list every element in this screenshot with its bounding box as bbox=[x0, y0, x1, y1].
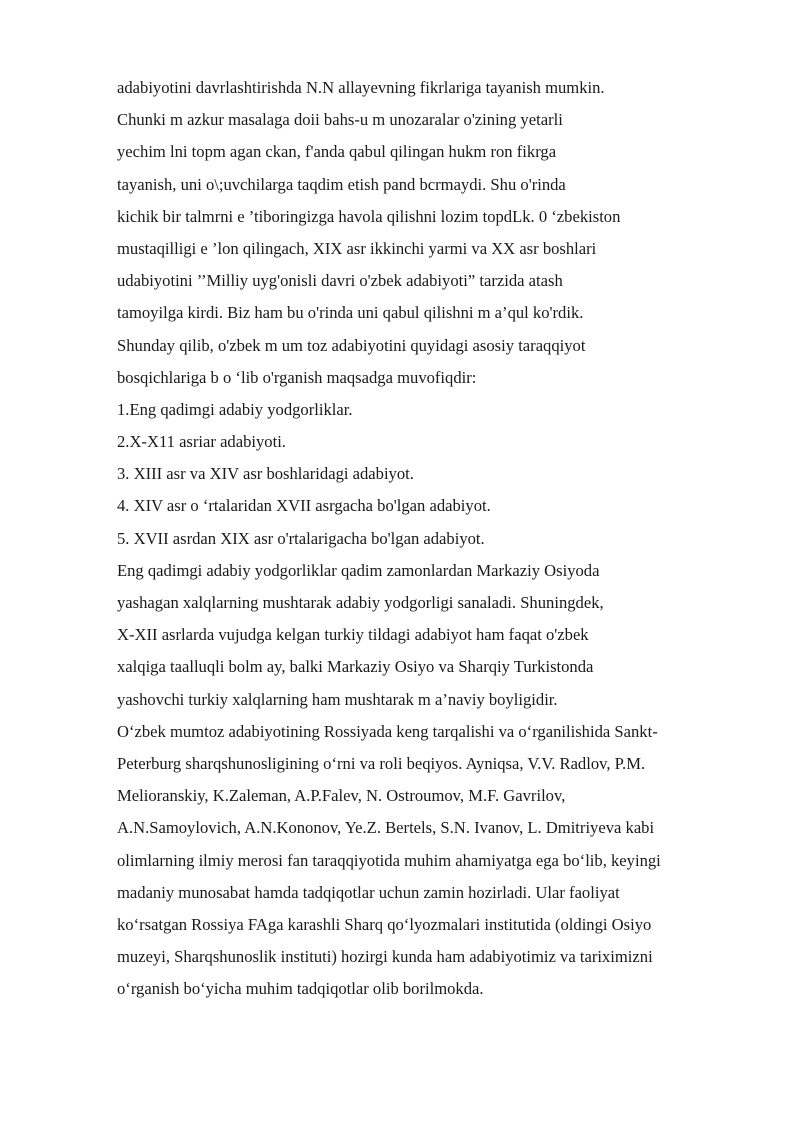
text-line: ko‘rsatgan Rossiya FAga karashli Sharq qo‘lyozmalari institutida (oldingi Osiyo bbox=[117, 914, 652, 934]
body-text bbox=[117, 72, 757, 1005]
text-line: yashagan xalqlarning mushtarak adabiy yodgorligi sanaladi. Shuningdek, bbox=[117, 593, 604, 612]
text-line: adabiyotini davrlashtirishda N.N allayevning fikrlariga tayanish mumkin. bbox=[117, 78, 605, 97]
text-line: Melioranskiy, K.Zaleman, A.P.Falev, N. Ostroumov, M.F. Gavrilov, bbox=[117, 786, 566, 806]
text-line: A.N.Samoylovich, A.N.Kononov, Ye.Z. Bertels, S.N. Ivanov, L. Dmitriyeva kabi bbox=[117, 818, 655, 838]
text-line: tamoyilga kirdi. Biz ham bu o'rinda uni qabul qilishni m a’qul ko'rdik. bbox=[117, 303, 584, 323]
text-line: tayanish, uni o\;uvchilarga taqdim etish pand bcrmaydi. Shu o'rinda bbox=[117, 174, 566, 194]
list-item: 3. XIII asr va XIV asr boshlaridagi adabiyot. bbox=[117, 464, 414, 484]
text-line: xalqiga taalluqli bolm ay, balki Markaziy Osiyo va Sharqiy Turkistonda bbox=[117, 657, 594, 677]
text-line: udabiyotini ’’Milliy uyg'onisli davri o'zbek adabiyoti” tarzida atash bbox=[117, 271, 563, 291]
text-line: Shunday qilib, o'zbek m um toz adabiyotini quyidagi asosiy taraqqiyot bbox=[117, 335, 586, 355]
text-line: bosqichlariga b o ‘lib o'rganish maqsadga muvofiqdir: bbox=[117, 367, 477, 387]
text-line: olimlarning ilmiy merosi fan taraqqiyotida muhim ahamiyatga ega bo‘lib, keyingi bbox=[117, 850, 661, 870]
text-line: mustaqilligi e ’lon qilingach, XIX asr ikkinchi yarmi va XX asr boshlari bbox=[117, 238, 597, 258]
text-line: Peterburg sharqshunosligining o‘rni va roli beqiyos. Ayniqsa, V.V. Radlov, P.M. bbox=[117, 753, 646, 773]
text-line: X-XII asrlarda vujudga kelgan turkiy tildagi adabiyot ham faqat o'zbek bbox=[117, 625, 589, 645]
text-line: yashovchi turkiy xalqlarning ham mushtarak m a’naviy boyligidir. bbox=[117, 689, 558, 709]
list-item: 2.X-X11 asriar adabiyoti. bbox=[117, 432, 286, 452]
text-line: madaniy munosabat hamda tadqiqotlar uchun zamin hozirladi. Ular faoliyat bbox=[117, 882, 620, 902]
text-line: O‘zbek mumtoz adabiyotining Rossiyada keng tarqalishi va o‘rganilishida Sankt- bbox=[117, 721, 658, 741]
list-item: 5. XVII asrdan XIX asr o'rtalarigacha bo'lgan adabiyot. bbox=[117, 528, 485, 548]
list-item: 1.Eng qadimgi adabiy yodgorliklar. bbox=[117, 399, 353, 419]
text-line: Eng qadimgi adabiy yodgorliklar qadim zamonlardan Markaziy Osiyoda bbox=[117, 560, 600, 580]
list-item: 4. XIV asr o ‘rtalaridan XVII asrgacha bo'lgan adabiyot. bbox=[117, 496, 491, 516]
text-line: yechim lni topm agan ckan, f'anda qabul qilingan hukm ron fikrga bbox=[117, 142, 557, 162]
text-line: kichik bir talmrni e ’tiboringizga havola qilishni lozim topdLk. 0 ‘zbekiston bbox=[117, 206, 621, 226]
text-line: Chunki m azkur masalaga doii bahs-u m unozaralar o'zining yetarli bbox=[117, 110, 563, 130]
text-line: o‘rganish bo‘yicha muhim tadqiqotlar olib borilmokda. bbox=[117, 979, 484, 999]
text-line: muzeyi, Sharqshunoslik instituti) hozirgi kunda ham adabiyotimiz va tariximizni bbox=[117, 947, 653, 967]
